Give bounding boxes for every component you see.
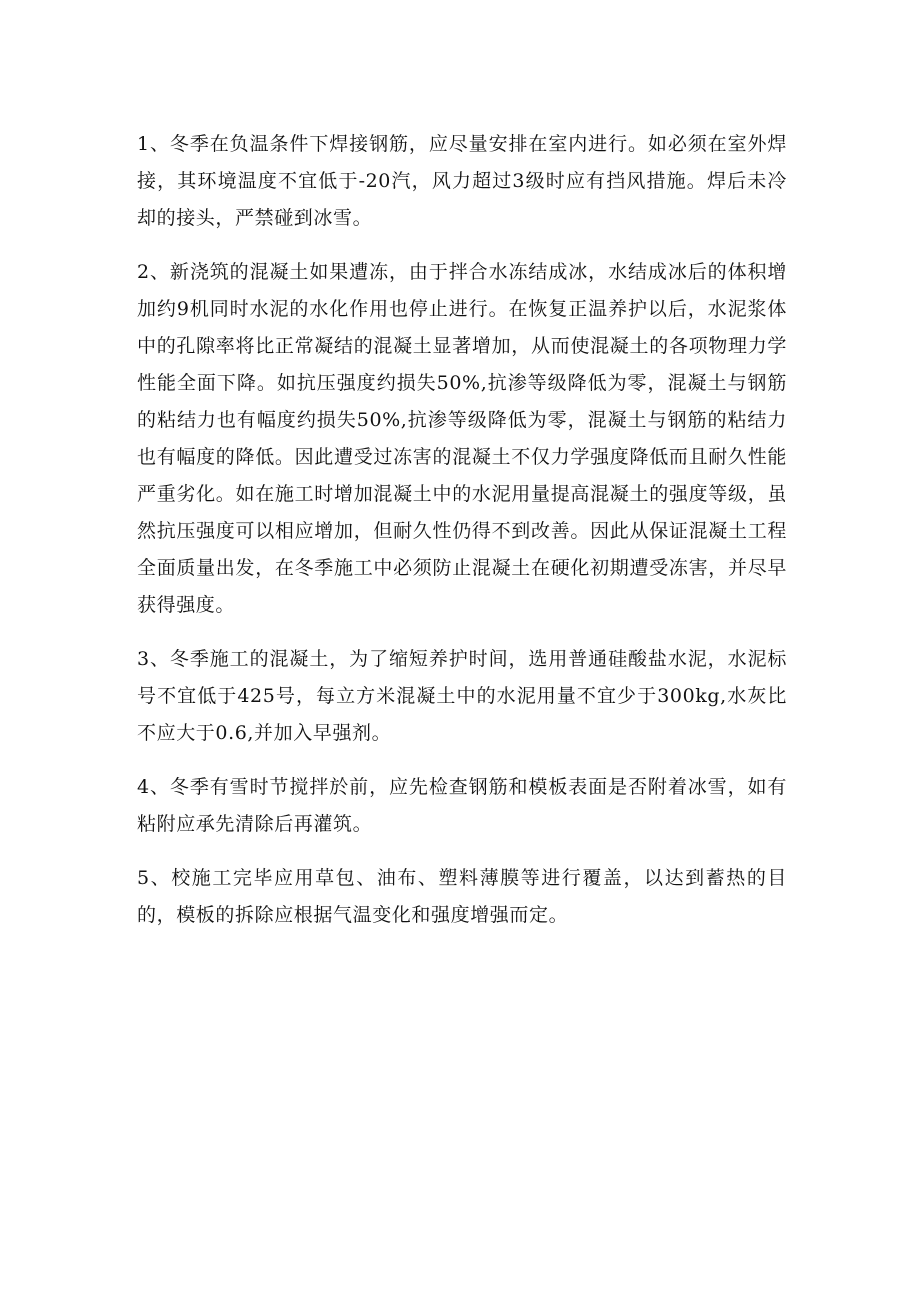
paragraph-1: 1、冬季在负温条件下焊接钢筋，应尽量安排在室内进行。如必须在室外焊接，其环境温度不宜低于-20汽，风力超过3级时应有挡风措施。焊后未冷却的接头，严禁碰到冰雪。	[137, 133, 787, 229]
paragraph-2: 2、新浇筑的混凝土如果遭冻，由于拌合水冻结成冰，水结成冰后的体积增加约9机同时水泥的水化作用也停止进行。在恢复正温养护以后，水泥浆体中的孔隙率将比正常凝结的混凝土显著增加，从而使混凝土的各项物理力学性能全面下降。如抗压强度约损失50%,抗渗等级降低为零，混凝土与钢筋的粘结力也有幅度约损失50%,抗渗等级降低为零，混凝土与钢筋的粘结力也有幅度的降低。因此遭受过冻害的混凝土不仅力学强度降低而且耐久性能严重劣化。如在施工时增加混凝土中的水泥用量提高混凝土的强度等级，虽然抗压强度可以相应增加，但耐久性仍得不到改善。因此从保证混凝土工程全面质量出发，在冬季施工中必须防止混凝土在硬化初期遭受冻害，并尽早获得强度。	[137, 261, 787, 616]
paragraph-4: 4、冬季有雪时节搅拌於前，应先检查钢筋和模板表面是否附着冰雪，如有粘附应承先清除后再灌筑。	[137, 776, 787, 835]
document-body	[137, 126, 787, 951]
paragraph-3: 3、冬季施工的混凝土，为了缩短养护时间，选用普通硅酸盐水泥，水泥标号不宜低于425号，每立方米混凝土中的水泥用量不宜少于300kg,水灰比不应大于0.6,并加入早强剂。	[137, 648, 787, 744]
paragraph-5: 5、校施工完毕应用草包、油布、塑料薄膜等进行覆盖，以达到蓄热的目的，模板的拆除应根据气温变化和强度增强而定。	[137, 867, 787, 926]
